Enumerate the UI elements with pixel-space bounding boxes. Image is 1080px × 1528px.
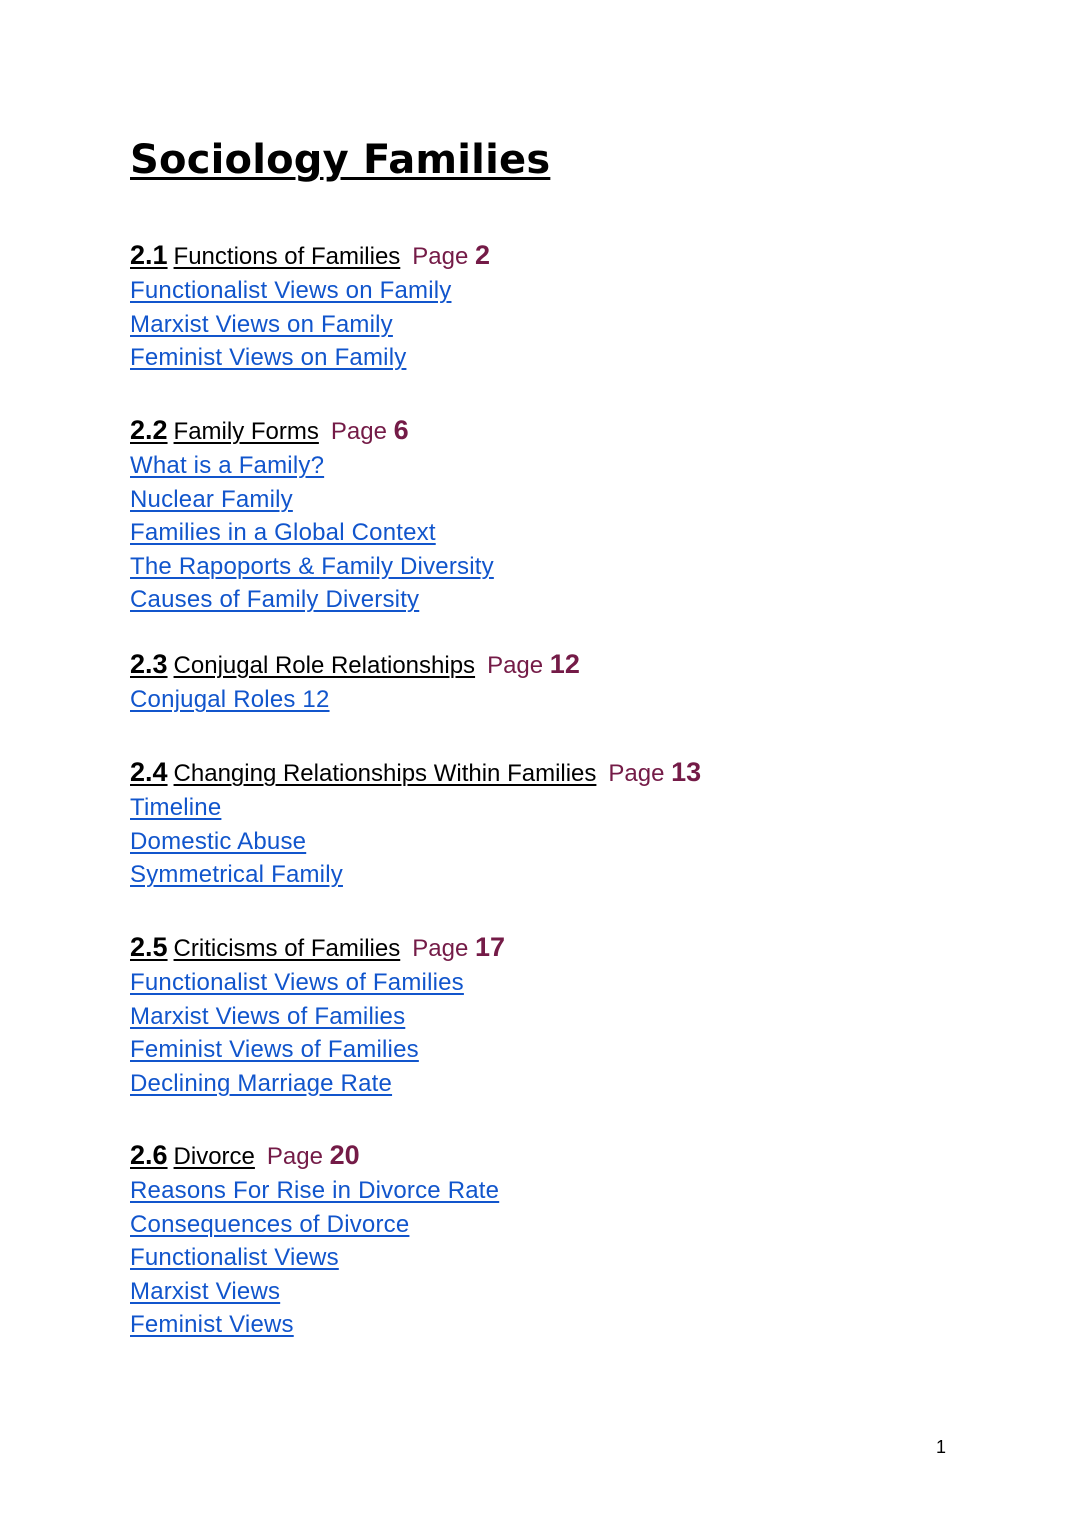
section-number: 2.6 [130, 1140, 168, 1170]
toc-link[interactable]: Marxist Views of Families [130, 1002, 406, 1030]
list-item [130, 1033, 1010, 1067]
section-link-list [130, 274, 1010, 375]
page-reference-label: Page [608, 760, 665, 787]
toc-link[interactable]: Families in a Global Context [130, 519, 436, 547]
list-item [130, 1241, 1010, 1275]
page-reference-label: Page [487, 652, 544, 679]
section-heading [130, 411, 1010, 449]
list-item [130, 1308, 1010, 1342]
toc-link[interactable]: Marxist Views [130, 1277, 281, 1305]
section-link-list [130, 791, 1010, 892]
page-reference-number: 2 [475, 240, 491, 270]
toc-link[interactable]: Feminist Views of Families [130, 1036, 419, 1064]
section-link-list [130, 449, 1010, 617]
list-item [130, 1275, 1010, 1309]
toc-link[interactable]: Functionalist Views of Families [130, 969, 464, 996]
toc-link[interactable]: Conjugal Roles 12 [130, 686, 330, 713]
list-item [130, 516, 1010, 550]
page-reference [266, 1140, 360, 1170]
section-heading [130, 1136, 1010, 1174]
list-item [130, 274, 1010, 308]
section-title: Conjugal Role Relationships [173, 652, 476, 679]
page-reference-number: 12 [549, 649, 580, 679]
section-title: Functions of Families [173, 243, 401, 270]
toc-link[interactable]: Functionalist Views [130, 1244, 339, 1272]
page-reference [608, 757, 702, 787]
toc-section [130, 236, 1010, 375]
toc-section [130, 411, 1010, 617]
list-item [130, 483, 1010, 517]
document-title: Sociology Families [130, 137, 551, 183]
toc-link[interactable]: Timeline [130, 794, 222, 821]
section-link-list [130, 683, 1010, 717]
page-reference-label: Page [266, 1143, 323, 1170]
section-title: Divorce [173, 1143, 255, 1170]
section-number: 2.2 [130, 415, 168, 445]
list-item [130, 1000, 1010, 1034]
page-number: 1 [936, 1437, 947, 1457]
list-item [130, 1067, 1010, 1101]
page-reference [487, 649, 580, 679]
list-item [130, 1208, 1010, 1242]
page-reference-number: 17 [474, 932, 506, 962]
list-item [130, 1174, 1010, 1208]
section-link-list [130, 966, 1010, 1100]
list-item [130, 308, 1010, 342]
toc-section [130, 645, 1010, 717]
page-reference-number: 13 [671, 757, 702, 787]
list-item [130, 583, 1010, 617]
toc-link[interactable]: Consequences of Divorce [130, 1210, 410, 1238]
toc-link[interactable]: Declining Marriage Rate [130, 1069, 393, 1097]
page-reference-number: 6 [393, 415, 409, 445]
toc-link[interactable]: Feminist Views [130, 1311, 294, 1339]
list-item [130, 966, 1010, 1000]
section-number: 2.4 [130, 757, 168, 787]
page-reference-label: Page [412, 935, 469, 962]
section-number: 2.3 [130, 649, 168, 679]
page-reference-label: Page [412, 243, 469, 270]
page-reference-number: 20 [329, 1140, 360, 1170]
list-item [130, 341, 1010, 375]
list-item [130, 683, 1010, 717]
list-item [130, 791, 1010, 825]
page-reference-label: Page [330, 418, 387, 445]
list-item [130, 858, 1010, 892]
toc-link[interactable]: Symmetrical Family [130, 861, 343, 889]
toc-link[interactable]: Reasons For Rise in Divorce Rate [130, 1177, 500, 1204]
section-title: Family Forms [173, 418, 319, 445]
section-heading [130, 645, 1010, 683]
page-reference [412, 932, 506, 962]
list-item [130, 550, 1010, 584]
toc-link[interactable]: What is a Family? [130, 452, 325, 479]
toc-link[interactable]: Domestic Abuse [130, 827, 307, 855]
section-number: 2.5 [130, 932, 168, 962]
list-item [130, 449, 1010, 483]
section-heading [130, 753, 1010, 791]
toc-section [130, 928, 1010, 1100]
toc-link[interactable]: Feminist Views on Family [130, 344, 407, 372]
page-reference [412, 240, 491, 270]
list-item [130, 825, 1010, 859]
page-reference [330, 415, 409, 445]
section-title: Changing Relationships Within Families [173, 760, 597, 787]
section-title: Criticisms of Families [173, 935, 401, 962]
toc-section [130, 1136, 1010, 1342]
toc-link[interactable]: Functionalist Views on Family [130, 277, 452, 304]
toc-link[interactable]: The Rapoports & Family Diversity [130, 552, 494, 580]
toc-section [130, 753, 1010, 892]
section-link-list [130, 1174, 1010, 1342]
toc-link[interactable]: Causes of Family Diversity [130, 586, 420, 614]
section-number: 2.1 [130, 240, 168, 270]
section-heading [130, 928, 1010, 966]
toc-link[interactable]: Nuclear Family [130, 485, 293, 513]
section-heading [130, 236, 1010, 274]
toc-link[interactable]: Marxist Views on Family [130, 310, 393, 338]
